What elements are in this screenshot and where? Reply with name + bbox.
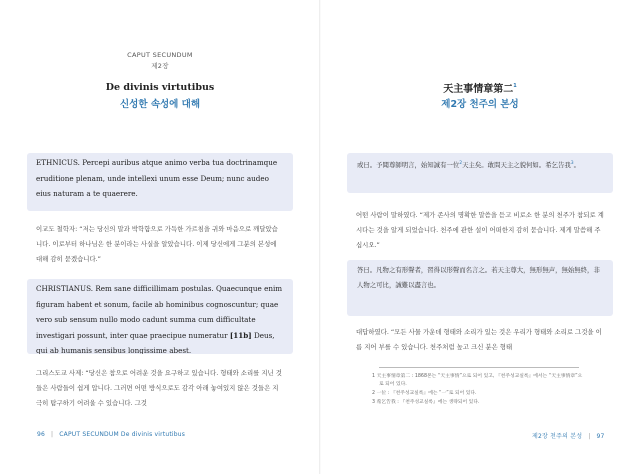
title-latin: De divinis virtutibus (105, 82, 215, 93)
footnote-ref-2: 2 (459, 161, 463, 166)
latin-passage-2-text-b: Deus, qui ab humanis sensibus longissime abest. (36, 330, 275, 354)
latin-passage-2 (27, 279, 293, 354)
footnote-ref-3: 3 (570, 161, 574, 166)
page-number-left: 96 (37, 431, 46, 438)
running-head-right: 제2장 천주의 본성 (532, 433, 583, 440)
footnote-1: 1 天主事情章第二 : 1868본는 “天主事情”으로 되어 있고, 『천주성교실록』에서는 “天主事情章”으 (372, 374, 583, 379)
chinese-passage-1-text-b: 天主矣。敢問天主之貌何如。希乞告我 (462, 161, 571, 170)
footnote-2: 2 一位 : 『천주성교실록』에는 “一”로 되어 있다. (372, 391, 477, 396)
chinese-passage-1-text-a: 或曰。予聞尊師明言，始知誠有一位 (357, 161, 460, 170)
title-korean-right: 제2장 천주의 본성 (441, 99, 519, 110)
title-chinese (320, 80, 640, 95)
latin-passage-1: ETHNICUS. Percepi auribus atque animo verba tua doctrinamque eruditione plenam, unde intellexi unum esse Deum; nunc audeo eius naturam a te quaerere. (27, 153, 293, 211)
folio-reference: [11b] (229, 330, 252, 340)
title-korean: 신성한 속성에 대해 (119, 99, 201, 110)
footnote-ref-1: 1 (513, 83, 517, 89)
running-head-left: CAPUT SECUNDUM De divinis virtutibus (59, 431, 186, 438)
korean-translation-right-1: 어떤 사람이 말하였다. “제가 존사의 명확한 말씀을 듣고 비로소 한 분의 천주가 참되로 계시다는 것을 알게 되었습니다. 천주에 관한 설이 어떠한지 감히 묻습니다. 제게 말씀해 주십시오.” (356, 211, 604, 249)
title-chinese-text: 天主事情章第二 (443, 84, 514, 95)
korean-translation-right-2: 대답하였다. “모든 사물 가운데 형태와 소리가 있는 것은 우리가 형태와 소리로 그것을 이름 지어 부를 수 있습니다. 천주처럼 높고 크신 분은 형태 (356, 328, 602, 351)
left-footer: 96 | CAPUT SECUNDUM De divinis virtutibus (37, 431, 186, 438)
page-number-right: 97 (596, 433, 605, 440)
chinese-passage-1-text-c: 。 (573, 161, 581, 170)
korean-translation-2: 그리스도교 사제: “당신은 참으로 어려운 것을 요구하고 있습니다. 형태와 소리를 지닌 것들은 사람들이 쉽게 압니다. 그러면 어떤 방식으로도 감각 아래 놓여있지 않은 것들은 지극히 탐구하기 어려울 수 있습니다. 그것 (36, 369, 282, 407)
footnote-1-cont: 로 되어 있다. (379, 382, 407, 387)
chinese-passage-2: 答曰。凡物之有形聲者，習得以形聲而名言之。若天主尊大，無形無声，無始無終，非人物之可比，誠難以盡言也。 (347, 260, 613, 316)
latin-passage-2-text-a: CHRISTIANUS. Rem sane difficillimam postulas. Quaecunque enim figuram habent et sonum, facile ab hominibus cognoscuntur; quae vero sub sensum nullo modo cadunt summa cum difficultate investigari possunt, inter quae praecipue numeratur (36, 284, 283, 340)
korean-translation-1: 이교도 철학자: “저는 당신의 말과 박학함으로 가득한 가르침을 귀와 마음으로 깨달았습니다. 이로부터 하나님은 한 분이라는 사실을 알았습니다. 이제 당신에게 그분의 본성에 대해 감히 묻겠습니다.” (36, 225, 278, 263)
chapter-number: 제2장 (151, 62, 169, 70)
footnote-rule (379, 367, 579, 368)
chinese-passage-1 (347, 153, 613, 193)
footnote-3: 3 希乞告我 : 『천주성교실록』에는 생략되어 있다. (372, 400, 480, 405)
right-footer: 제2장 천주의 본성 | 97 (532, 433, 605, 440)
chapter-label: CAPUT SECUNDUM (127, 51, 193, 59)
